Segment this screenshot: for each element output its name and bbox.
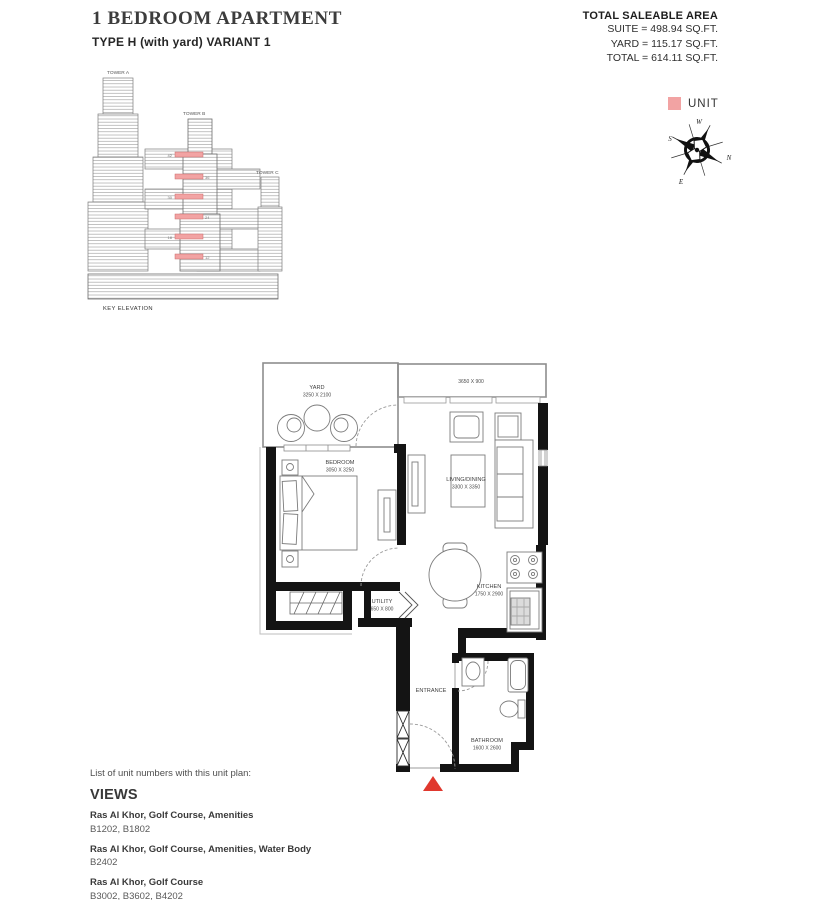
area-heading: TOTAL SALEABLE AREA: [582, 10, 718, 22]
compass-e: E: [678, 178, 684, 186]
yard-dims: 3250 X 2100: [302, 392, 332, 399]
floor-24: 24: [205, 215, 210, 220]
views-intro: List of unit numbers with this unit plan:: [90, 768, 252, 779]
view-units: B2402: [90, 857, 118, 868]
unit-swatch-icon: [668, 97, 681, 110]
floor-12: 12: [205, 255, 210, 260]
utility-dims: 650 X 800: [370, 606, 394, 613]
yard-label: YARD: [309, 385, 325, 391]
unit-legend: [668, 97, 719, 110]
view-name: Ras Al Khor, Golf Course: [90, 877, 204, 888]
dining-set: [429, 543, 481, 608]
area-total: TOTAL = 614.11 SQ.FT.: [606, 52, 718, 64]
entry-closet: [397, 711, 409, 766]
bedroom-label: BEDROOM: [325, 460, 355, 466]
area-yard: YARD = 115.17 SQ.FT.: [610, 37, 718, 50]
view-name: Ras Al Khor, Golf Course, Amenities: [90, 810, 254, 821]
tower-a-label: TOWER A: [107, 71, 130, 76]
page-title: 1 BEDROOM APARTMENT: [92, 8, 342, 29]
kitchen-label: KITCHEN: [476, 584, 502, 590]
living-label: LIVING/DINING: [446, 477, 486, 483]
unit-legend-label: UNIT: [688, 97, 719, 110]
key-elevation-diagram: [85, 64, 285, 316]
view-group: [90, 844, 430, 869]
floor-42: 42: [167, 153, 172, 158]
terrace-dims: 3650 X 900: [458, 379, 484, 385]
view-units: B1202, B1802: [90, 823, 151, 835]
entrance-label: ENTRANCE: [415, 688, 447, 694]
tower-c-blocks: [258, 177, 282, 271]
tower-b-label: TOWER B: [183, 112, 206, 117]
view-group: [90, 810, 430, 835]
area-summary: [583, 10, 718, 66]
compass-s: S: [668, 135, 672, 143]
terrace-door-panels: [398, 397, 546, 403]
tower-a-blocks: [88, 78, 148, 271]
floor-36: 36: [205, 175, 210, 180]
bathroom-label: BATHROOM: [471, 738, 503, 744]
view-name: Ras Al Khor, Golf Course, Amenities, Water Body: [90, 843, 312, 855]
key-elevation-caption: KEY ELEVATION: [103, 306, 153, 312]
living-dims: 3300 X 3350: [451, 484, 481, 491]
compass-w: W: [696, 118, 702, 126]
bedroom-dims: 3050 X 3250: [325, 467, 355, 474]
bathroom-dims: 1600 X 2600: [472, 745, 502, 752]
compass-n: N: [726, 154, 732, 162]
utility-label: UTILITY: [371, 599, 393, 605]
thresholds: [410, 663, 455, 768]
yard-furniture: [278, 405, 358, 442]
compass-rose-icon: [654, 112, 740, 190]
view-group: [90, 877, 430, 900]
view-units: B3002, B3602, B4202: [90, 890, 183, 900]
views-heading: VIEWS: [90, 787, 138, 803]
podium-block: [88, 274, 278, 299]
area-suite: SUITE = 498.94 SQ.FT.: [607, 23, 718, 35]
header-block: [92, 8, 342, 49]
kitchen-fixtures: [507, 552, 542, 632]
tower-c-label: TOWER C: [256, 171, 279, 176]
page-subtitle: TYPE H (with yard) VARIANT 1: [92, 35, 271, 49]
living-furniture: [408, 412, 533, 528]
views-section: [90, 768, 430, 900]
closet-hatch: [290, 592, 342, 614]
utility-door-chevron: [399, 592, 418, 618]
bedroom-furniture: [280, 460, 396, 567]
floor-30: 30: [167, 195, 172, 200]
floor-18: 18: [167, 235, 172, 240]
kitchen-dims: 1750 X 2900: [474, 591, 504, 598]
floor-plan: [244, 350, 554, 795]
